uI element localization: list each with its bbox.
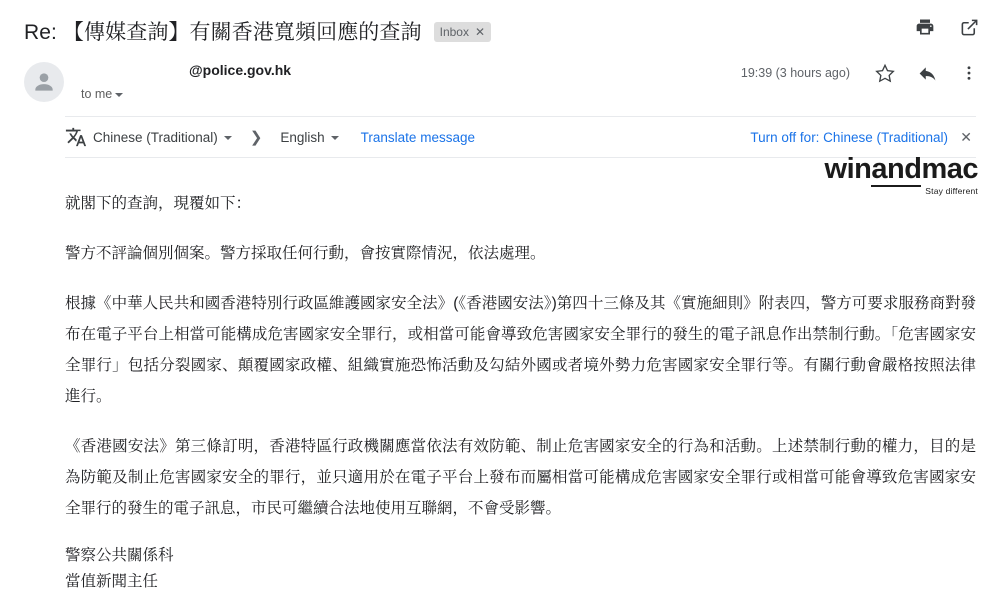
- sender-email[interactable]: @police.gov.hk: [189, 62, 292, 78]
- source-language-label: Chinese (Traditional): [93, 129, 218, 145]
- sender-row: [0, 46, 1000, 102]
- avatar: [24, 62, 64, 102]
- source-language-select[interactable]: [93, 130, 232, 145]
- turn-off-translation-link[interactable]: Turn off for: Chinese (Traditional): [750, 129, 948, 145]
- email-body: [0, 158, 1000, 595]
- signature-line: 警察公共關係科: [65, 547, 174, 564]
- more-vertical-icon[interactable]: [958, 62, 980, 84]
- logo-part-win: win: [824, 153, 872, 185]
- email-signature: [65, 543, 976, 595]
- body-paragraph: 《香港國安法》第三條訂明，香港特區行政機關應當依法有效防範、制止危害國家安全的行為和活動。上述禁制行動的權力，目的是為防範及制止危害國家安全的罪行，並只適用於在電子平台上發布而屬相當可能構成危害國家安全罪行或相當可能會導致危害國家安全罪行的發生的電子訊息，市民可繼續合法地使用互聯網，不會受影響。: [65, 438, 976, 517]
- message-actions: [741, 62, 980, 84]
- open-in-new-icon[interactable]: [958, 16, 980, 38]
- reply-icon[interactable]: [916, 62, 938, 84]
- translate-icon: [65, 126, 87, 148]
- subject-row: [0, 0, 1000, 46]
- body-paragraph: 根據《中華人民共和國香港特別行政區維護國家安全法》(《香港國安法》)第四十三條及其《實施細則》附表四，警方可要求服務商對發布在電子平台上相當可能構成危害國家安全罪行，或相當可能會導致危害國家安全罪行的發生的電子訊息作出禁制行動。「危害國家安全罪行」包括分裂國家、顛覆國家政權、組織實施恐怖活動及勾結外國或者境外勢力危害國家安全罪行等。有關行動會嚴格按照法律進行。: [65, 295, 976, 405]
- translate-bar: [65, 116, 976, 158]
- translate-message-link[interactable]: Translate message: [360, 129, 475, 145]
- label-chip-inbox[interactable]: [434, 22, 491, 42]
- star-icon[interactable]: [874, 62, 896, 84]
- sender-block: [81, 60, 291, 101]
- close-icon[interactable]: ✕: [474, 25, 486, 39]
- header-actions: [914, 16, 980, 38]
- body-paragraph: 就閣下的查詢，現覆如下：: [65, 195, 252, 212]
- chevron-down-icon[interactable]: [331, 136, 339, 140]
- recipient-label: to me: [81, 87, 113, 101]
- target-language-label: English: [280, 129, 325, 145]
- chevron-down-icon[interactable]: [224, 136, 232, 140]
- logo-tagline: Stay different: [925, 186, 978, 196]
- label-chip-text: Inbox: [439, 25, 469, 39]
- language-arrow-icon: ❯: [249, 129, 263, 146]
- signature-line: 當值新聞主任: [65, 573, 159, 590]
- message-timestamp: 19:39 (3 hours ago): [740, 66, 850, 80]
- logo-text: [825, 155, 978, 184]
- chevron-down-icon[interactable]: [115, 93, 123, 97]
- recipient-toggle[interactable]: [81, 87, 291, 101]
- target-language-select[interactable]: [280, 130, 338, 145]
- winandmac-logo: [825, 155, 978, 196]
- print-icon[interactable]: [914, 16, 936, 38]
- logo-part-mac: mac: [921, 153, 978, 185]
- body-paragraph: 警方不評論個別個案。警方採取任何行動，會按實際情況，依法處理。: [65, 245, 546, 262]
- close-icon[interactable]: ✕: [960, 128, 972, 145]
- page-title: Re: 【傳媒查詢】有關香港寬頻回應的查詢: [24, 21, 422, 44]
- logo-part-and: and: [871, 153, 922, 185]
